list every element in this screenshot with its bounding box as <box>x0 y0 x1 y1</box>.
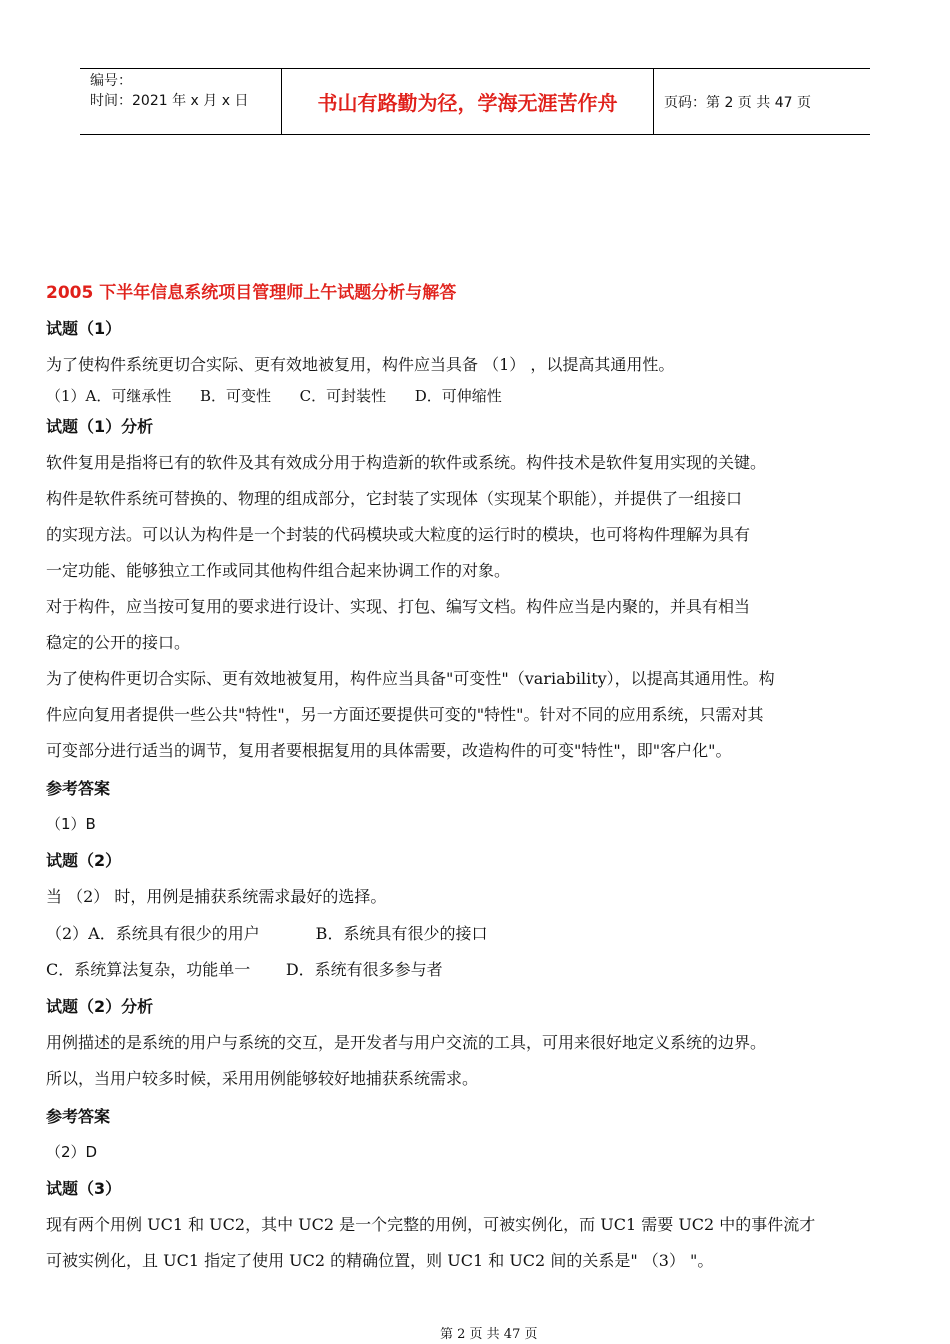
q2-answer: （2）D <box>46 1143 98 1161</box>
page-header <box>80 68 870 135</box>
q1-analysis-line: 稳定的公开的接口。 <box>46 633 191 652</box>
q2-text: 当 （2） 时，用例是捕获系统需求最好的选择。 <box>46 887 387 906</box>
header-motto: 书山有路勤为径，学海无涯苦作舟 <box>317 91 618 115</box>
header-page-cell <box>654 69 870 134</box>
document-body <box>46 272 926 1279</box>
page-footer <box>0 1323 950 1342</box>
q1-options: （1）A．可继承性 B．可变性 C．可封装性 D．可伸缩性 <box>46 387 502 405</box>
header-number-label: 编号： <box>90 73 132 89</box>
header-motto-cell <box>282 69 654 134</box>
header-page-label: 页码：第 2 页 共 47 页 <box>664 94 811 111</box>
header-left-cell <box>80 69 282 134</box>
header-time-label: 时间：2021 年 x 月 x 日 <box>90 93 249 109</box>
footer-page-number: 第 2 页 共 47 页 <box>440 1327 538 1342</box>
q2-answer-heading: 参考答案 <box>46 1107 111 1126</box>
q1-analysis-line: 为了使构件更切合实际、更有效地被复用，构件应当具备"可变性"（variability），以提高其通用性。构 <box>46 669 775 688</box>
q2-heading: 试题（2） <box>46 851 122 870</box>
q3-text-line: 可被实例化，且 UC1 指定了使用 UC2 的精确位置，则 UC1 和 UC2 间的关系是" （3） "。 <box>46 1251 714 1270</box>
q2-analysis-line: 所以，当用户较多时候，采用用例能够较好地捕获系统需求。 <box>46 1069 479 1088</box>
q1-analysis-heading: 试题（1）分析 <box>46 417 154 436</box>
q1-analysis-line: 软件复用是指将已有的软件及其有效成分用于构造新的软件或系统。构件技术是软件复用实现的关键。 <box>46 453 767 472</box>
q1-analysis-line: 构件是软件系统可替换的、物理的组成部分，它封装了实现体（实现某个职能），并提供了一组接口 <box>46 489 743 508</box>
q3-text-line: 现有两个用例 UC1 和 UC2，其中 UC2 是一个完整的用例，可被实例化，而 UC1 需要 UC2 中的事件流才 <box>46 1215 816 1234</box>
q2-analysis-line: 用例描述的是系统的用户与系统的交互，是开发者与用户交流的工具，可用来很好地定义系统的边界。 <box>46 1033 767 1052</box>
q2-options-line-1: （2）A．系统具有很少的用户 B．系统具有很少的接口 <box>46 924 488 943</box>
q3-heading: 试题（3） <box>46 1179 122 1198</box>
document-title: 2005 下半年信息系统项目管理师上午试题分析与解答 <box>46 283 457 303</box>
q1-answer-heading: 参考答案 <box>46 779 111 798</box>
q1-analysis-line: 可变部分进行适当的调节，复用者要根据复用的具体需要，改造构件的可变"特性"，即"客户化"。 <box>46 741 732 760</box>
q2-options-line-2: C．系统算法复杂，功能单一 D．系统有很多参与者 <box>46 960 443 979</box>
q1-analysis-line: 一定功能、能够独立工作或同其他构件组合起来协调工作的对象。 <box>46 561 511 580</box>
q1-heading: 试题（1） <box>46 319 122 338</box>
q2-analysis-heading: 试题（2）分析 <box>46 997 154 1016</box>
q1-analysis-line: 的实现方法。可以认为构件是一个封装的代码模块或大粒度的运行时的模块，也可将构件理解为具有 <box>46 525 751 544</box>
q1-analysis-line: 对于构件，应当按可复用的要求进行设计、实现、打包、编写文档。构件应当是内聚的，并具有相当 <box>46 597 751 616</box>
q1-text: 为了使构件系统更切合实际、更有效地被复用，构件应当具备 （1） ，以提高其通用性。 <box>46 355 675 374</box>
q1-answer: （1）B <box>46 815 96 833</box>
q1-analysis-line: 件应向复用者提供一些公共"特性"，另一方面还要提供可变的"特性"。针对不同的应用系统，只需对其 <box>46 705 764 724</box>
